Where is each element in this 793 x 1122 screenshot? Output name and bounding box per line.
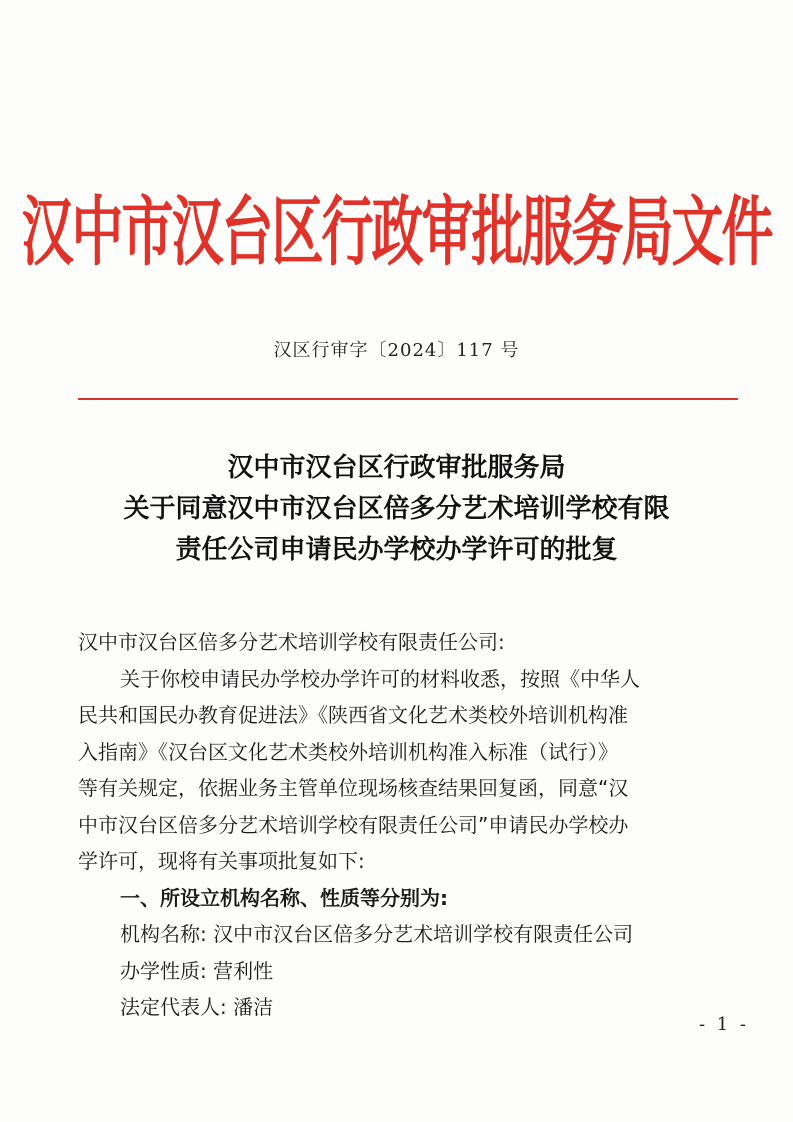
item-school-nature: 办学性质: 营利性 [120,958,274,983]
paragraph-line: 关于你校申请民办学校办学许可的材料收悉，按照《中华人 [120,666,640,691]
subject-line-1: 汉中市汉台区行政审批服务局 [227,453,566,483]
document-body [78,624,758,1026]
document-number: 汉区行审字〔2024〕117 号 [273,340,520,361]
paragraph-line: 民共和国民办教育促进法》《陕西省文化艺术类校外培训机构准 [78,703,628,727]
page-number: - 1 - [698,1014,749,1035]
document-header-title: 汉中市汉台区行政审批服务局文件 [21,188,772,277]
paragraph-line: 等有关规定，依据业务主管单位现场核查结果回复函，同意“汉 [78,776,629,800]
addressee: 汉中市汉台区倍多分艺术培训学校有限责任公司: [78,630,505,654]
red-divider-line [78,398,738,400]
item-institution-name: 机构名称: 汉中市汉台区倍多分艺术培训学校有限责任公司 [120,922,634,946]
document-subject [0,448,793,571]
subject-line-3: 责任公司申请民办学校办学许可的批复 [175,535,618,565]
subject-line-2: 关于同意汉中市汉台区倍多分艺术培训学校有限 [123,494,670,524]
paragraph-line: 中市汉台区倍多分艺术培训学校有限责任公司”申请民办学校办 [78,812,629,837]
item-legal-representative: 法定代表人: 潘洁 [120,995,274,1019]
paragraph-line: 入指南》《汉台区文化艺术类校外培训机构准入标准（试行）》 [78,739,618,764]
paragraph-line: 学许可，现将有关事项批复如下: [78,849,365,873]
section-heading: 一、所设立机构名称、性质等分别为: [120,885,448,910]
